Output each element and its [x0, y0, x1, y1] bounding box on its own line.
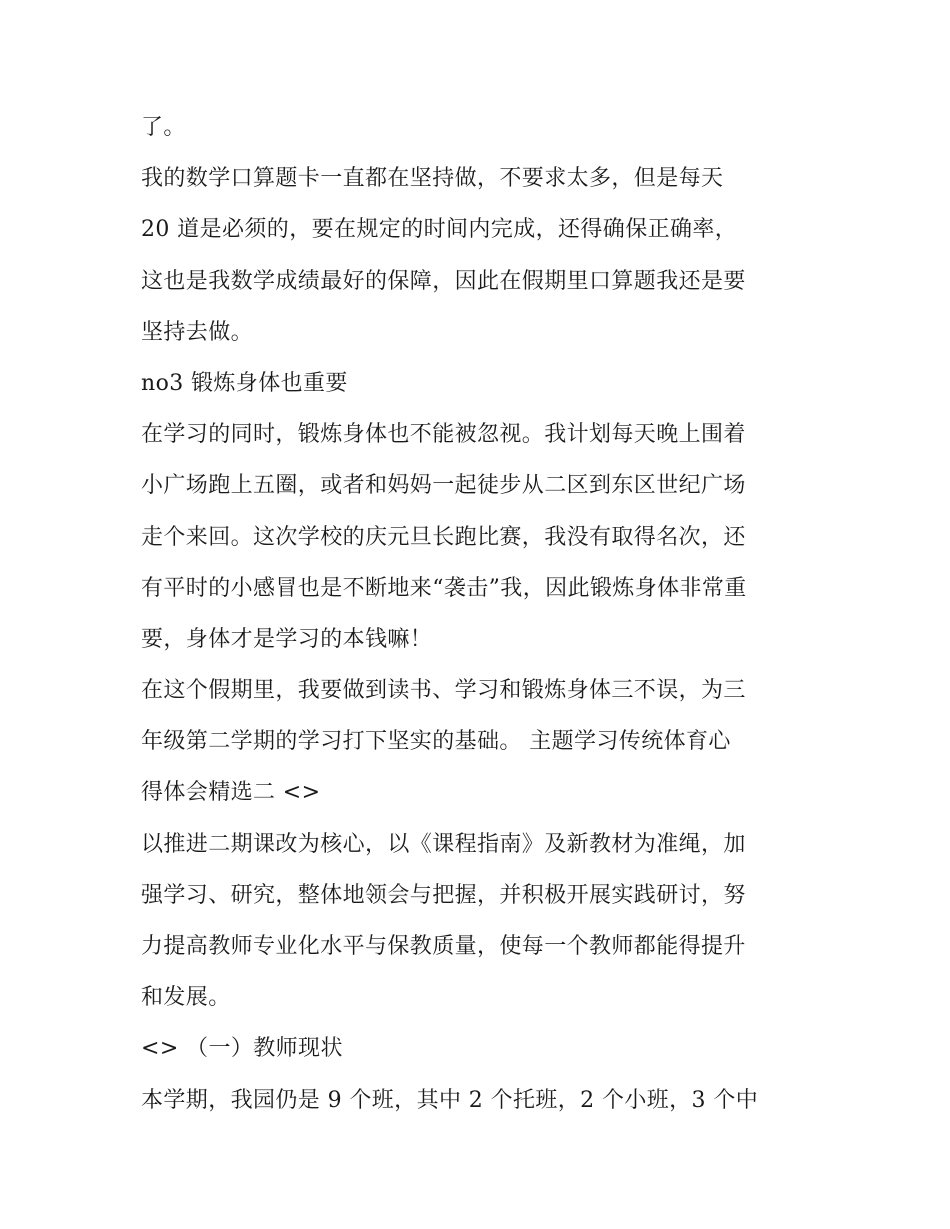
text-line: 坚持去做。: [141, 319, 254, 345]
text-line: 走个来回。这次学校的庆元旦长跑比赛，我没有取得名次，还: [141, 524, 746, 550]
text-line: 20 道是必须的，要在规定的时间内完成，还得确保正确率，: [141, 217, 738, 243]
text-line: 和发展。: [141, 985, 231, 1011]
text-line: 本学期，我园仍是 9 个班，其中 2 个托班，2 个小班，3 个中: [141, 1087, 759, 1113]
text-line: 要，身体才是学习的本钱嘛！: [141, 626, 433, 652]
text-line: 强学习、研究，整体地领会与把握，并积极开展实践研讨，努: [141, 882, 746, 908]
text-line: 以推进二期课改为核心，以《课程指南》及新教材为准绳，加: [141, 831, 746, 857]
text-line: 在这个假期里，我要做到读书、学习和锻炼身体三不误，为三: [141, 678, 746, 704]
section-heading: no3 锻炼身体也重要: [141, 370, 348, 396]
text-line: 在学习的同时，锻炼身体也不能被忽视。我计划每天晚上围着: [141, 422, 746, 448]
text-line: 我的数学口算题卡一直都在坚持做，不要求太多，但是每天: [141, 166, 724, 192]
text-line: 这也是我数学成绩最好的保障，因此在假期里口算题我还是要: [141, 268, 746, 294]
text-line: 有平时的小感冒也是不断地来“袭击”我，因此锻炼身体非常重: [141, 575, 747, 601]
text-line: 了。: [141, 115, 186, 140]
document-body: [141, 102, 821, 1126]
text-line: 小广场跑上五圈，或者和妈妈一起徒步从二区到东区世纪广场: [141, 473, 746, 499]
text-line: 力提高教师专业化水平与保教质量，使每一个教师都能得提升: [141, 934, 746, 959]
text-line: 年级第二学期的学习打下坚实的基础。 主题学习传统体育心: [141, 729, 731, 755]
section-heading: <> （一）教师现状: [141, 1036, 343, 1062]
text-line: 得体会精选二 <>: [141, 780, 321, 806]
